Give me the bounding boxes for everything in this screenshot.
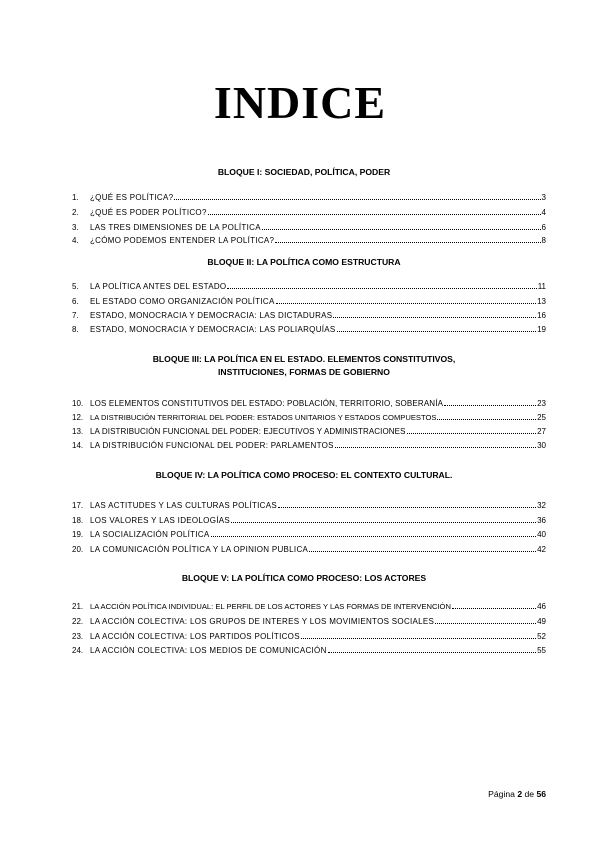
toc-entry[interactable]	[72, 528, 546, 540]
entry-number: 22.	[72, 617, 84, 626]
entry-number: 18.	[72, 516, 84, 525]
entry-number: 10.	[72, 399, 84, 408]
toc-entry[interactable]	[72, 280, 546, 292]
dot-leader	[444, 397, 536, 406]
dot-leader	[211, 528, 537, 537]
block-1-heading: BLOQUE I: SOCIEDAD, POLÍTICA, PODER	[217, 167, 391, 177]
entry-number: 6.	[72, 297, 79, 306]
entry-page: 27	[537, 427, 546, 436]
entry-number: 19.	[72, 530, 84, 539]
dot-leader	[437, 411, 536, 420]
entry-number: 13.	[72, 427, 84, 436]
page-footer	[400, 788, 546, 800]
entry-page: 23	[537, 399, 546, 408]
dot-leader	[335, 439, 536, 448]
entry-page: 11	[537, 282, 546, 291]
entry-page: 19	[537, 325, 546, 334]
entry-number: 8.	[72, 325, 79, 334]
entry-title: ¿QUÉ ES POLÍTICA?	[90, 193, 174, 202]
block-5-heading: BLOQUE V: LA POLÍTICA COMO PROCESO: LOS ACTORES	[181, 573, 427, 583]
entry-page: 13	[537, 297, 546, 306]
entry-page: 55	[537, 646, 546, 655]
entry-title: LOS VALORES Y LAS IDEOLOGÍAS	[90, 516, 231, 525]
entry-page: 52	[537, 632, 546, 641]
entry-title: ESTADO, MONOCRACIA Y DEMOCRACIA: LAS DICTADURAS	[90, 311, 333, 320]
entry-page: 16	[537, 311, 546, 320]
toc-entry[interactable]	[72, 323, 546, 335]
dot-leader	[275, 234, 540, 243]
toc-entry[interactable]	[72, 600, 546, 612]
toc-entry[interactable]	[72, 221, 546, 233]
entry-page: 6	[541, 223, 546, 232]
footer-total-pages: 56	[536, 789, 546, 799]
entry-title: LA ACCIÓN COLECTIVA: LOS PARTIDOS POLÍTICOS	[90, 632, 300, 641]
entry-page: 3	[541, 193, 546, 202]
toc-entry[interactable]	[72, 439, 546, 451]
entry-number: 14.	[72, 441, 84, 450]
entry-number: 5.	[72, 282, 79, 291]
entry-page: 49	[537, 617, 546, 626]
dot-leader	[262, 221, 541, 230]
dot-leader	[407, 425, 537, 434]
entry-title: LA ACCIÓN COLECTIVA: LOS GRUPOS DE INTERES Y LOS MOVIMIENTOS SOCIALES	[90, 617, 435, 626]
entry-title: LA SOCIALIZACIÓN POLÍTICA	[90, 530, 210, 539]
dot-leader	[278, 499, 536, 508]
toc-entry[interactable]	[72, 630, 546, 642]
entry-title: LAS TRES DIMENSIONES DE LA POLÍTICA	[90, 223, 261, 232]
block-3-heading-line1: BLOQUE III: LA POLÍTICA EN EL ESTADO. ELEMENTOS CONSTITUTIVOS,	[152, 354, 456, 364]
entry-page: 30	[537, 441, 546, 450]
toc-entry[interactable]	[72, 499, 546, 511]
entry-page: 4	[541, 208, 546, 217]
entry-page: 46	[537, 602, 546, 611]
entry-number: 2.	[72, 208, 79, 217]
dot-leader	[174, 191, 540, 200]
entry-number: 1.	[72, 193, 79, 202]
entry-page: 25	[537, 413, 546, 422]
entry-number: 17.	[72, 501, 84, 510]
footer-of: de	[524, 789, 535, 799]
entry-title: LA DISTRIBUCIÓN FUNCIONAL DEL PODER: EJECUTIVOS Y ADMINISTRACIONES	[90, 427, 406, 436]
toc-entry[interactable]	[72, 615, 546, 627]
entry-title: LOS ELEMENTOS CONSTITUTIVOS DEL ESTADO: POBLACIÓN, TERRITORIO, SOBERANÍA	[90, 399, 444, 408]
page-title: INDICE	[213, 77, 387, 128]
dot-leader	[208, 206, 541, 215]
footer-label: Página	[488, 789, 515, 799]
dot-leader	[452, 600, 536, 609]
entry-number: 23.	[72, 632, 84, 641]
entry-number: 12.	[72, 413, 84, 422]
entry-title: ESTADO, MONOCRACIA Y DEMOCRACIA: LAS POLIARQUÍAS	[90, 325, 336, 334]
toc-entry[interactable]	[72, 295, 546, 307]
entry-title: ¿QUÉ ES PODER POLÍTICO?	[90, 208, 207, 217]
dot-leader	[337, 323, 537, 332]
entry-title: EL ESTADO COMO ORGANIZACIÓN POLÍTICA	[90, 297, 275, 306]
entry-page: 42	[537, 545, 546, 554]
toc-entry[interactable]	[72, 234, 546, 246]
entry-title: LA ACCIÓN COLECTIVA: LOS MEDIOS DE COMUNICACIÓN	[90, 646, 327, 655]
dot-leader	[276, 295, 536, 304]
dot-leader	[309, 543, 536, 552]
dot-leader	[231, 514, 536, 523]
entry-number: 21.	[72, 602, 84, 611]
entry-number: 4.	[72, 236, 79, 245]
toc-entry[interactable]	[72, 397, 546, 409]
dot-leader	[301, 630, 536, 639]
dot-leader	[227, 280, 536, 289]
block-4-heading: BLOQUE IV: LA POLÍTICA COMO PROCESO: EL CONTEXTO CULTURAL.	[155, 470, 453, 480]
toc-entry[interactable]	[72, 411, 546, 423]
block-3-heading	[84, 353, 524, 379]
toc-entry[interactable]	[72, 206, 546, 218]
entry-page: 36	[537, 516, 546, 525]
entry-title: LA ACCIÓN POLÍTICA INDIVIDUAL: EL PERFIL DE LOS ACTORES Y LAS FORMAS DE INTERVENCIÓN	[90, 602, 451, 611]
entry-page: 8	[541, 236, 546, 245]
toc-entry[interactable]	[72, 309, 546, 321]
block-3-heading-line2: INSTITUCIONES, FORMAS DE GOBIERNO	[218, 367, 390, 377]
dot-leader	[435, 615, 536, 624]
toc-entry[interactable]	[72, 514, 546, 526]
entry-title: LA COMUNICACIÓN POLÍTICA Y LA OPINION PUBLICA	[90, 545, 309, 554]
entry-title: LA DISTRIBUCIÓN TERRITORIAL DEL PODER: ESTADOS UNITARIOS Y ESTADOS COMPUESTOS	[90, 413, 437, 422]
entry-number: 7.	[72, 311, 79, 320]
toc-entry[interactable]	[72, 191, 546, 203]
entry-title: LA DISTRIBUCIÓN FUNCIONAL DEL PODER: PARLAMENTOS	[90, 441, 334, 450]
entry-number: 20.	[72, 545, 84, 554]
footer-current-page: 2	[517, 789, 523, 799]
entry-title: ¿CÓMO PODEMOS ENTENDER LA POLÍTICA?	[90, 236, 275, 245]
entry-page: 40	[537, 530, 546, 539]
dot-leader	[328, 644, 536, 653]
dot-leader	[333, 309, 536, 318]
toc-entry[interactable]	[72, 543, 546, 555]
toc-entry[interactable]	[72, 425, 546, 437]
entry-number: 24.	[72, 646, 84, 655]
block-2-heading: BLOQUE II: LA POLÍTICA COMO ESTRUCTURA	[207, 257, 401, 267]
toc-entry[interactable]	[72, 644, 546, 656]
entry-title: LAS ACTITUDES Y LAS CULTURAS POLÍTICAS	[90, 501, 278, 510]
entry-number: 3.	[72, 223, 79, 232]
entry-page: 32	[537, 501, 546, 510]
entry-title: LA POLÍTICA ANTES DEL ESTADO	[90, 282, 227, 291]
